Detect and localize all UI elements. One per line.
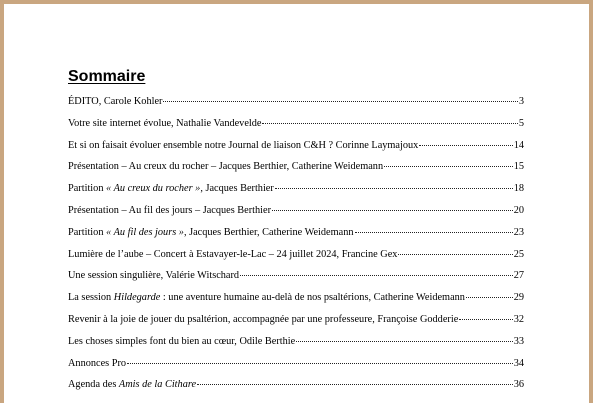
toc-entry-title-segment: Les choses simples font du bien au cœur, Odile Berthie [68,335,296,347]
toc-entry-title [68,336,295,347]
toc-page-number: 29 [513,292,524,304]
toc-entry-title [68,379,196,390]
toc-entry-title-segment: Votre site internet évolue, Nathalie Vandevelde [68,117,262,129]
toc-page-number: 32 [513,313,524,325]
toc-entry-title-segment: Annonces Pro [68,357,127,369]
toc-entry[interactable] [68,183,524,205]
toc-page-number: 23 [513,226,524,238]
toc-entry-title [68,292,465,303]
toc-entry[interactable] [68,227,524,249]
toc-entry[interactable] [68,161,524,183]
toc-page-number: 5 [518,117,524,129]
toc-entry[interactable] [68,118,524,140]
toc-page-number: 3 [518,96,524,107]
toc-entry[interactable] [68,249,524,271]
dot-leader [197,384,513,385]
toc-entry-title [68,183,274,194]
toc-entry-title-segment: Et si on faisait évoluer ensemble notre Journal de liaison C&H ? Corinne Laymajoux [68,139,419,151]
toc-page-number: 15 [513,161,524,173]
dot-leader [296,341,512,342]
toc-entry-title [68,118,261,129]
toc-entry[interactable] [68,270,524,292]
toc-entry-title-segment: : une aventure humaine au-delà de nos psaltérions, Catherine Weidemann [160,292,465,304]
toc-page-number: 27 [513,270,524,282]
dot-leader [384,166,513,167]
toc-entry-title-segment: Présentation – Au fil des jours – Jacques Berthier [68,204,272,216]
toc-entry[interactable] [68,96,524,118]
toc-entry[interactable] [68,205,524,227]
toc-entry-title-segment: ÉDITO, Carole Kohler [68,96,163,107]
toc-page-number: 33 [513,335,524,347]
toc-entry-title-segment: Partition [68,183,107,195]
toc-entry-title [68,140,418,151]
toc-entry-title-italic: Amis de la Cithare [118,379,197,391]
toc-entry-title-segment: , Jacques Berthier [200,183,274,195]
toc-entry-title-segment: Partition [68,226,107,238]
toc-entry-title-italic: « Au creux du rocher » [106,183,201,195]
dot-leader [355,232,513,233]
toc-entry-title-segment: Revenir à la joie de jouer du psaltérion, accompagnée par une professeure, Françoise Godderie [68,313,459,325]
toc-page-number: 36 [513,379,524,391]
toc-entry-title-segment: Lumière de l’aube – Concert à Estavayer-le-Lac – 24 juillet 2024, Francine Gex [68,248,398,260]
toc-entry-title-segment: Agenda des [68,379,119,391]
dot-leader [398,254,512,255]
toc-entry-title [68,249,397,260]
toc-entry-title-segment: Une session singulière, Valérie Witschard [68,270,240,282]
toc-entry[interactable] [68,358,524,380]
toc-entry-title-segment: , Jacques Berthier, Catherine Weidemann [183,226,354,238]
toc-entry-title [68,314,458,325]
toc-entry-title [68,205,271,216]
dot-leader [240,275,513,276]
toc-page-number: 34 [513,357,524,369]
dot-leader [459,319,512,320]
dot-leader [262,123,517,124]
dot-leader [127,363,513,364]
dot-leader [272,210,513,211]
toc-entry-title [68,270,239,281]
toc-page-number: 18 [513,183,524,195]
dot-leader [275,188,513,189]
toc-page-number: 25 [513,248,524,260]
toc-entry[interactable] [68,336,524,358]
toc-entry[interactable] [68,379,524,401]
dot-leader [466,297,513,298]
toc-title: Sommaire [68,68,146,85]
toc-entry-title-italic: Hildegarde [113,292,161,304]
document-page [4,4,589,403]
toc-entry[interactable] [68,140,524,162]
toc-entry[interactable] [68,292,524,314]
toc-entry[interactable] [68,314,524,336]
toc-page-number: 20 [513,204,524,216]
table-of-contents [68,96,524,401]
dot-leader [419,145,512,146]
toc-entry-title-segment: La session [68,292,114,304]
toc-entry-title [68,161,383,172]
dot-leader [163,101,517,102]
toc-entry-title-italic: « Au fil des jours » [106,226,184,238]
toc-entry-title [68,227,354,238]
toc-entry-title-segment: Présentation – Au creux du rocher – Jacques Berthier, Catherine Weidemann [68,161,384,173]
toc-entry-title [68,96,162,107]
toc-entry-title [68,358,126,369]
toc-page-number: 14 [513,139,524,151]
